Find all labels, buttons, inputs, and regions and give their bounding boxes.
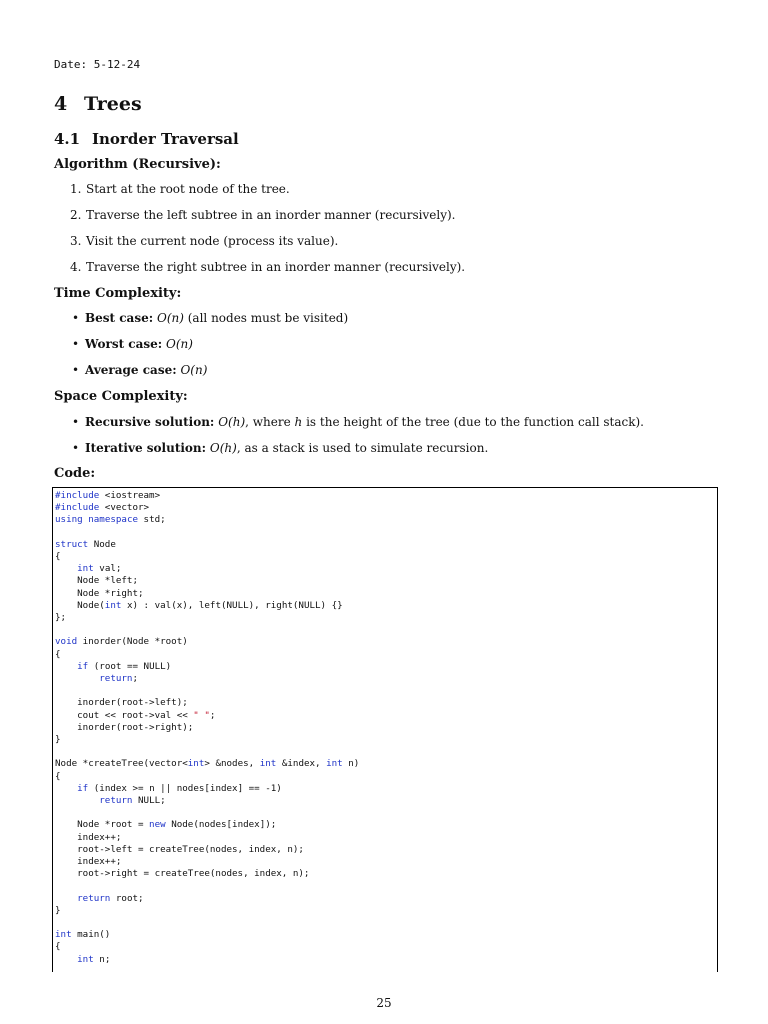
code-text: { xyxy=(55,648,61,660)
code-text: ; xyxy=(132,673,139,684)
code-text: { xyxy=(55,941,61,953)
bullet-icon: • xyxy=(72,311,80,325)
step-number: 1. xyxy=(70,182,82,196)
code-line xyxy=(55,929,110,941)
section-heading xyxy=(54,93,142,115)
code-line xyxy=(55,771,61,783)
code-line xyxy=(55,673,138,685)
code-line xyxy=(55,514,166,526)
code-text: (root == NULL) xyxy=(88,660,172,672)
code-text: index++; xyxy=(55,831,122,843)
code-text: Node *left; xyxy=(55,575,138,587)
list-item xyxy=(70,260,465,286)
code-line xyxy=(55,575,138,587)
time-complexity-heading: Time Complexity: xyxy=(54,286,182,301)
code-text: root->right = createTree(nodes, index, n); xyxy=(55,868,310,880)
code-text: Node *root = xyxy=(55,819,150,831)
time-complexity-list xyxy=(72,311,348,389)
code-line xyxy=(55,844,304,856)
math-variable: h xyxy=(294,415,303,429)
date-line: Date: 5-12-24 xyxy=(54,58,141,71)
code-text: ; xyxy=(209,709,216,721)
code-text xyxy=(55,563,77,574)
code-keyword: int xyxy=(77,953,94,965)
code-line xyxy=(55,758,359,770)
code-keyword: #include xyxy=(55,490,100,501)
code-line xyxy=(55,734,61,746)
algorithm-heading: Algorithm (Recursive): xyxy=(54,157,221,172)
code-text: { xyxy=(55,551,61,562)
item-label: Worst case: xyxy=(85,337,163,351)
code-text: > &nodes, xyxy=(204,758,260,770)
code-text: { xyxy=(55,770,61,782)
code-line xyxy=(55,893,144,905)
code-text: root->left = createTree(nodes, index, n); xyxy=(55,843,304,855)
item-text: , as a stack is used to simulate recursion. xyxy=(236,441,489,455)
step-number: 4. xyxy=(70,260,82,274)
complexity-value: O(h) xyxy=(218,415,246,429)
code-text xyxy=(55,795,99,806)
bullet-icon: • xyxy=(72,337,80,351)
code-line xyxy=(55,551,61,563)
code-line xyxy=(55,783,282,795)
code-text: std; xyxy=(138,514,166,526)
code-line xyxy=(55,539,116,551)
code-text: } xyxy=(55,734,61,745)
code-keyword: int xyxy=(326,758,343,770)
code-line xyxy=(55,722,193,734)
bullet-icon: • xyxy=(72,441,80,455)
step-text: Visit the current node (process its value). xyxy=(86,234,339,248)
code-line xyxy=(55,856,121,868)
item-label: Average case: xyxy=(85,363,177,377)
step-text: Start at the root node of the tree. xyxy=(86,182,290,196)
code-keyword: int xyxy=(187,758,205,770)
code-text: NULL; xyxy=(132,795,166,806)
code-line xyxy=(55,649,61,661)
item-note: (all nodes must be visited) xyxy=(183,311,349,325)
list-item xyxy=(72,363,348,389)
code-line xyxy=(55,563,121,575)
list-item xyxy=(72,441,644,467)
code-line xyxy=(55,819,276,831)
list-item xyxy=(70,182,465,208)
code-text: }; xyxy=(55,612,67,623)
code-line xyxy=(55,600,343,612)
code-keyword: void xyxy=(55,636,78,648)
list-item xyxy=(72,311,348,337)
bullet-icon: • xyxy=(72,363,80,377)
item-text: , where xyxy=(245,415,295,429)
code-text: inorder(root->left); xyxy=(55,697,188,709)
code-text xyxy=(55,661,77,672)
step-text: Traverse the left subtree in an inorder manner (recursively). xyxy=(86,208,456,222)
code-line xyxy=(55,795,166,807)
code-text: root; xyxy=(110,892,144,904)
code-text: <iostream> xyxy=(99,490,161,501)
list-item xyxy=(72,337,348,363)
code-text xyxy=(55,673,99,684)
step-text: Traverse the right subtree in an inorder manner (recursively). xyxy=(86,260,466,274)
step-number: 3. xyxy=(70,234,82,248)
code-keyword: int xyxy=(55,929,72,941)
step-number: 2. xyxy=(70,208,82,222)
code-line xyxy=(55,697,188,709)
code-line xyxy=(55,941,61,953)
code-text: Node *right; xyxy=(55,587,144,599)
code-text: n) xyxy=(342,758,360,770)
code-text: x) : val(x), left(NULL), right(NULL) {} xyxy=(121,599,343,611)
bullet-icon: • xyxy=(72,415,80,429)
code-line xyxy=(55,868,309,880)
section-title: Trees xyxy=(84,93,142,115)
code-text xyxy=(55,893,77,904)
code-text: Node *createTree(vector< xyxy=(55,758,188,770)
list-item xyxy=(70,208,465,234)
code-line xyxy=(55,490,160,502)
code-text: Node(nodes[index]); xyxy=(165,819,277,831)
subsection-number: 4.1 xyxy=(54,130,81,148)
space-complexity-list xyxy=(72,415,644,467)
code-block xyxy=(52,487,718,972)
code-keyword: if xyxy=(77,660,89,672)
code-line xyxy=(55,612,66,624)
code-keyword: int xyxy=(259,758,277,770)
code-text: main() xyxy=(71,929,111,941)
item-note: is the height of the tree (due to the function call stack). xyxy=(302,415,644,429)
code-line xyxy=(55,954,110,966)
code-heading: Code: xyxy=(54,466,96,481)
code-string: " " xyxy=(193,709,210,721)
section-number: 4 xyxy=(54,93,68,115)
code-line xyxy=(55,636,188,648)
code-text: &index, xyxy=(276,758,327,770)
code-text: inorder(root->right); xyxy=(55,721,194,733)
code-text: Node xyxy=(88,538,116,550)
list-item xyxy=(70,234,465,260)
code-text xyxy=(55,954,77,965)
code-keyword: #include xyxy=(55,502,100,514)
item-label: Iterative solution: xyxy=(85,441,207,455)
code-line xyxy=(55,502,149,514)
code-text: <vector> xyxy=(99,502,150,514)
code-keyword: int xyxy=(77,563,94,575)
code-text: inorder(Node *root) xyxy=(77,636,188,648)
list-item xyxy=(72,415,644,441)
code-keyword: return xyxy=(77,892,111,904)
item-label: Recursive solution: xyxy=(85,415,215,429)
complexity-value: O(n) xyxy=(156,311,184,325)
code-keyword: struct xyxy=(55,538,89,550)
complexity-value: O(n) xyxy=(166,337,193,351)
code-keyword: return xyxy=(99,673,133,684)
page-number: 25 xyxy=(376,996,392,1010)
code-keyword: using xyxy=(55,514,83,526)
code-text: val; xyxy=(93,563,122,575)
code-line xyxy=(55,710,215,722)
code-line xyxy=(55,661,171,673)
complexity-value: O(n) xyxy=(180,363,208,377)
algorithm-steps xyxy=(70,182,465,286)
code-line xyxy=(55,832,121,844)
code-text: Node( xyxy=(55,599,105,611)
code-text: n; xyxy=(93,953,111,965)
subsection-heading xyxy=(54,130,239,148)
item-label: Best case: xyxy=(85,311,154,325)
space-complexity-heading: Space Complexity: xyxy=(54,389,188,404)
code-text xyxy=(55,783,77,794)
code-line xyxy=(55,588,144,600)
complexity-value: O(h) xyxy=(209,441,237,455)
subsection-title: Inorder Traversal xyxy=(92,130,239,148)
code-text: cout << root->val << xyxy=(55,709,194,721)
code-keyword: if xyxy=(77,782,89,794)
code-keyword: int xyxy=(104,599,122,611)
code-keyword: namespace xyxy=(88,514,139,526)
code-text: index++; xyxy=(55,856,122,867)
code-keyword: new xyxy=(149,819,166,831)
code-keyword: return xyxy=(99,795,133,806)
code-text: } xyxy=(55,904,61,916)
code-line xyxy=(55,905,61,917)
code-text: (index >= n || nodes[index] == -1) xyxy=(88,782,282,794)
